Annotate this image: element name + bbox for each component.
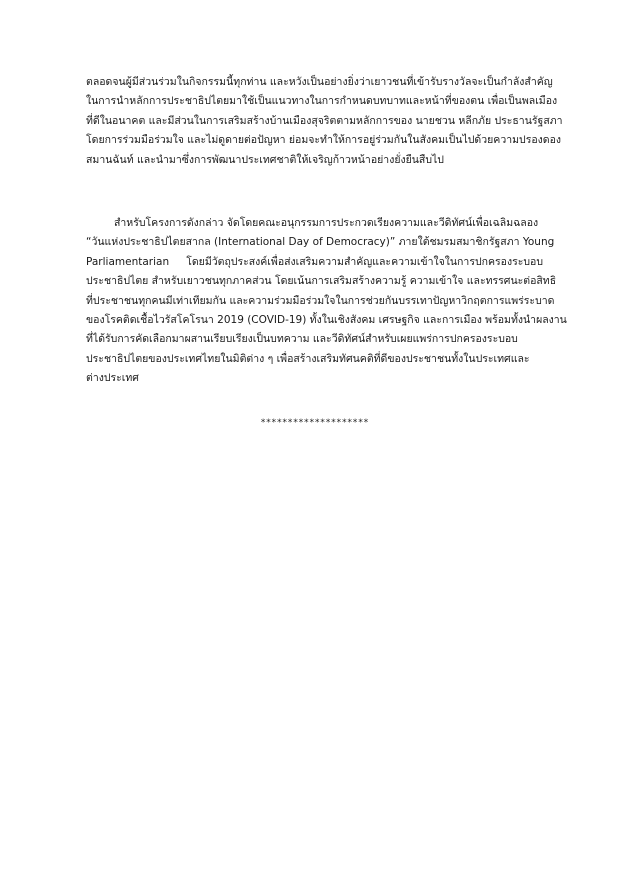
paragraph-2-line: ที่ได้รับการคัดเลือกมาผสานเรียบเรียงเป็นบทความ และวีดิทัศน์สำหรับเผยแพร่การปกครองระบอบ [86,333,518,346]
paragraph-2-line-left: Parliamentarian [86,255,170,268]
paragraph-2-first-line: สำหรับโครงการดังกล่าว จัดโดยคณะอนุกรรมการประกวดเรียงความและวีดิทัศน์เพื่อเฉลิมฉลอง [114,217,539,229]
paragraph-1-line: ตลอดจนผู้มีส่วนร่วมในกิจกรรมนี้ทุกท่าน และหวังเป็นอย่างยิ่งว่าเยาวชนที่เข้ารับรางวัลจะเป็นกำลังสำคัญ [86,76,553,88]
paragraph-2-line: ที่ประชาชนทุกคนมีเท่าเทียมกัน และความร่วมมือร่วมใจในการช่วยกันบรรเทาปัญหาวิกฤตการแพร่ระบาด [86,294,555,307]
asterisk-separator: ******************** [260,418,369,428]
paragraph-2-line: ประชาธิปไตยของประเทศไทยในมิติต่าง ๆ เพื่อสร้างเสริมทัศนคติที่ดีของประชาชนทั้งในประเทศและ [86,352,530,365]
paragraph-2 [86,214,567,389]
paragraph-2-line: “วันแห่งประชาธิปไตยสากล (International Day of Democracy)” ภายใต้ชมรมสมาชิกรัฐสภา Young [86,236,555,249]
paragraph-1-line: สมานฉันท์ และนำมาซึ่งการพัฒนาประเทศชาติให้เจริญก้าวหน้าอย่างยั่งยืนสืบไป [86,153,444,166]
paragraph-2-line: ของโรคติดเชื้อไวรัสโคโรนา 2019 (COVID-19) ทั้งในเชิงสังคม เศรษฐกิจ และการเมือง พร้อมทั้งนำผลงาน [86,313,567,326]
paragraph-2-line: ต่างประเทศ [86,372,139,385]
paragraph-1-line: ในการนำหลักการประชาธิปไตยมาใช้เป็นแนวทางในการกำหนดบทบาทและหน้าที่ของตน เพื่อเป็นพลเมือง [86,95,558,108]
paragraph-2-line-right: โดยมีวัตถุประสงค์เพื่อส่งเสริมความสำคัญและความเข้าใจในการปกครองระบอบ [186,255,543,268]
paragraph-2-line [86,253,543,272]
paragraph-1-line: ที่ดีในอนาคต และมีส่วนในการเสริมสร้างบ้านเมืองสุจริตตามหลักการของ นายชวน หลีกภัย ประธานรัฐสภา [86,114,563,127]
paragraph-1 [86,73,563,170]
paragraph-1-line: โดยการร่วมมือร่วมใจ และไม่ดูดายต่อปัญหา ย่อมจะทำให้การอยู่ร่วมกันในสังคมเป็นไปด้วยความปรองดอง [86,134,562,147]
paragraph-2-line: ประชาธิปไตย สำหรับเยาวชนทุกภาคส่วน โดยเน้นการเสริมสร้างความรู้ ความเข้าใจ และทรรศนะต่อสิทธิ [86,275,557,288]
